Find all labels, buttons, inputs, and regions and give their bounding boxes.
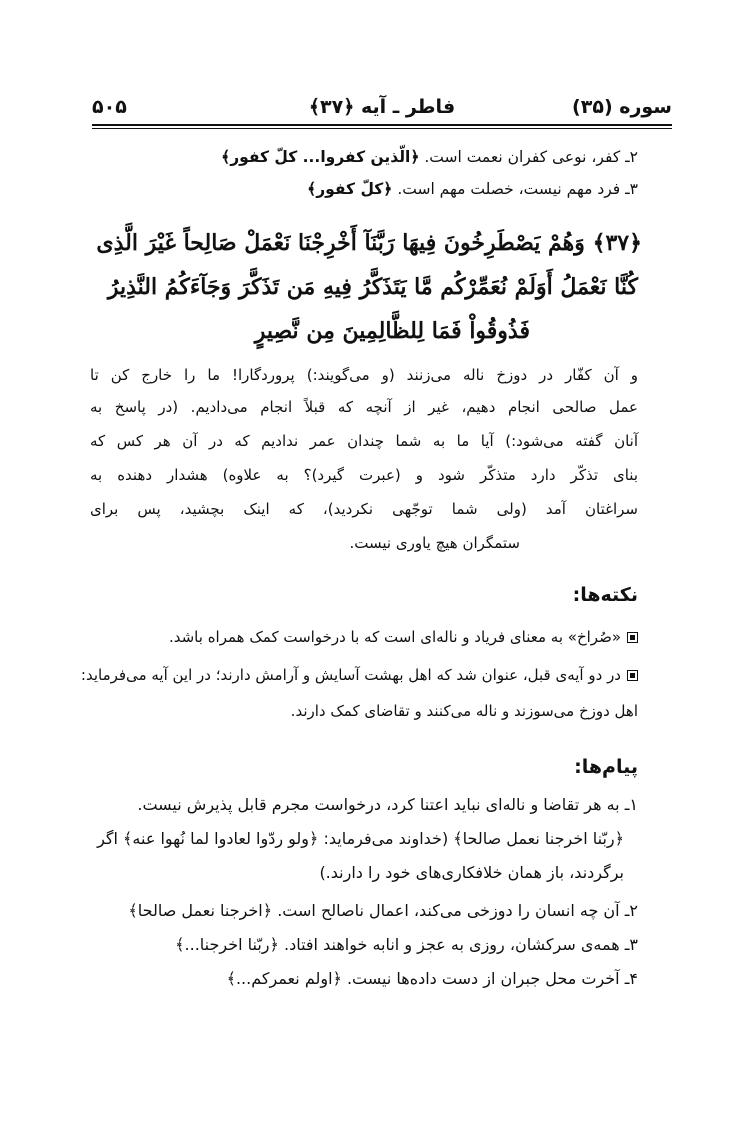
nokteh-item-text: «صُراخ» به معنای فریاد و ناله‌ای است که با درخواست کمک همراه باشد.	[168, 628, 621, 646]
note-text: ۳ـ فرد مهم نیست، خصلت مهم است.	[392, 180, 638, 198]
header-divider-thin	[92, 128, 672, 129]
payam-line-1: ۱ـ به هر تقاضا و ناله‌ای نباید اعتنا کرد، درخواست مجرم قابل پذیرش نیست.	[137, 795, 638, 814]
payam-line-2: ﴿ربّنا اخرجنا نعمل صالحا﴾ (خداوند می‌فرماید: ﴿ولو ردّوا لعادوا لما نُهوا عنه﴾ اگر	[97, 829, 624, 848]
payam-title: پیام‌ها:	[574, 756, 638, 778]
payam-line-5: ۳ـ همه‌ی سرکشان، روزی به عجز و انابه خواهند افتاد. ﴿ربّنا اخرجنا...﴾	[175, 935, 638, 954]
verse-line-3: فَذُوقُواْ فَمَا لِلظَّالِمِينَ مِن نَّصِيرٍ	[254, 318, 530, 344]
verse-line-1: ﴿۳۷﴾ وَهُمْ يَصْطَرِخُونَ فِيهَا رَبَّنَآ أَخْرِجْنَا نَعْمَلْ صَالِحاً غَيْرَ الَّذِى	[96, 230, 642, 256]
note-line-3	[307, 178, 638, 200]
square-bullet-icon	[627, 632, 638, 643]
note-text: ۲ـ کفر، نوعی کفران نعمت است.	[419, 148, 638, 166]
surah-label: سوره (۳۵)	[572, 96, 672, 118]
note-quote: ﴿الّذین کفروا... کلّ کفور﴾	[221, 148, 420, 166]
nokteh-item-text: در دو آیه‌ی قبل، عنوان شد که اهل بهشت آسایش و آرامش دارند؛ در این آیه می‌فرماید:	[80, 666, 621, 684]
payam-line-4: ۲ـ آن چه انسان را دوزخی می‌کند، اعمال ناصالح است. ﴿اخرجنا نعمل صالحا﴾	[128, 901, 638, 920]
nokteh-title: نکته‌ها:	[572, 584, 638, 606]
header-divider	[92, 124, 672, 126]
translation-line-4: بنای تذکّر دارد متذکّر شود و (عبرت گیرد)؟ به علاوه) هشدار دهنده به	[90, 466, 638, 484]
translation-line-5: سراغتان آمد (ولی شما توجّهی نکردید)، که اینک بچشید، پس برای	[90, 500, 638, 518]
nokteh-item-1	[169, 626, 638, 648]
translation-line-2: عمل صالحی انجام دهیم، غیر از آنچه که قبلاً انجام می‌دادیم. (در پاسخ به	[90, 398, 638, 416]
note-line-2	[221, 146, 638, 168]
ayah-label: فاطر ـ آیه ﴿۳۷﴾	[308, 96, 456, 118]
note-quote: ﴿کلّ کفور﴾	[307, 180, 393, 198]
translation-line-3: آنان گفته می‌شود:) آیا ما به شما چندان عمر ندادیم که در آن هر کس که	[90, 432, 638, 450]
verse-line-2: كُنَّا نَعْمَلُ أَوَلَمْ نُعَمِّرْكُم مَّا يَتَذَكَّرُ فِيهِ مَن تَذَكَّرَ وَجَآءَكُمُ النَّذِيرُ	[107, 274, 638, 300]
nokteh-item-2	[81, 664, 638, 686]
nokteh-continuation: اهل دوزخ می‌سوزند و ناله می‌کنند و تقاضای کمک دارند.	[290, 702, 638, 720]
page-header	[92, 94, 672, 124]
translation-line-6: ستمگران هیچ یاوری نیست.	[349, 534, 520, 552]
square-bullet-icon	[627, 670, 638, 681]
payam-line-3: برگردند، باز همان خلافکاری‌های خود را دارند.)	[319, 863, 624, 882]
payam-line-6: ۴ـ آخرت محل جبران از دست داده‌ها نیست. ﴿اولم نعمرکم...﴾	[226, 969, 638, 988]
translation-line-1: و آن کفّار در دوزخ ناله می‌زنند (و می‌گویند:) پروردگارا! ما را خارج کن تا	[90, 366, 638, 384]
page-number: ۵۰۵	[92, 96, 127, 118]
